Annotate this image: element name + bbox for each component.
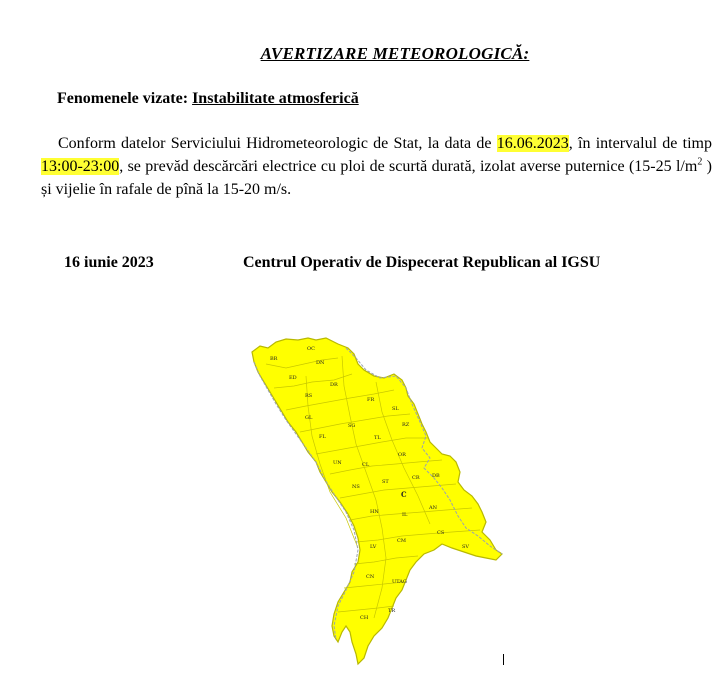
warning-title: AVERTIZARE METEOROLOGICĂ: bbox=[260, 44, 530, 63]
region-label-gl: GL bbox=[305, 415, 313, 421]
region-label-tr: TR bbox=[388, 608, 396, 614]
region-label-dn: DN bbox=[316, 360, 325, 366]
region-label-utag: UTAG bbox=[392, 579, 407, 585]
region-label-db: DB bbox=[432, 473, 440, 479]
region-label-sl: SL bbox=[392, 406, 399, 412]
region-label-cr: CR bbox=[412, 475, 420, 481]
region-label-un: UN bbox=[333, 460, 342, 466]
paragraph-part4: ) și vijelie în rafale de pînă la 15-20 m/s. bbox=[41, 158, 712, 198]
text-cursor bbox=[503, 654, 504, 665]
region-label-fr: FR bbox=[367, 397, 375, 403]
forecast-date: 16.06.2023 bbox=[496, 135, 569, 152]
region-label-rs: RS bbox=[305, 393, 313, 399]
moldova-warning-map bbox=[246, 336, 508, 666]
paragraph-part2: , în intervalul de timp bbox=[568, 135, 712, 152]
region-label-st: ST bbox=[382, 479, 389, 485]
superscript-two: 2 bbox=[697, 156, 703, 168]
region-label-sg: SG bbox=[348, 423, 356, 429]
region-label-sv: SV bbox=[462, 544, 470, 550]
region-label-cs: CS bbox=[437, 530, 445, 536]
phenomena-value: Instabilitate atmosferică bbox=[192, 90, 359, 107]
forecast-paragraph bbox=[41, 132, 712, 201]
region-label-br: BR bbox=[270, 356, 278, 362]
map-svg bbox=[246, 336, 508, 666]
region-label-cn: CN bbox=[366, 574, 375, 580]
region-label-cm: CM bbox=[397, 538, 406, 544]
region-label-cl: CL bbox=[362, 462, 370, 468]
region-label-hn: HN bbox=[370, 509, 379, 515]
region-label-tl: TL bbox=[374, 435, 381, 441]
region-label-c: C bbox=[401, 490, 407, 499]
region-label-rz: RZ bbox=[402, 422, 410, 428]
region-label-dr: DR bbox=[330, 382, 338, 388]
phenomena-label: Fenomenele vizate: bbox=[57, 90, 189, 107]
footer-date: 16 iunie 2023 bbox=[64, 254, 154, 271]
paragraph-part3: , se prevăd descărcări electrice cu ploi de scurtă durată, izolat averse puternice (15-25 l/m bbox=[119, 158, 698, 175]
region-label-an: AN bbox=[429, 505, 437, 511]
region-label-oc: OC bbox=[307, 346, 315, 352]
footer-organization: Centrul Operativ de Dispecerat Republican al IGSU bbox=[243, 254, 601, 271]
region-label-ch: CH bbox=[360, 615, 369, 621]
region-label-il: IL bbox=[402, 512, 408, 518]
region-label-lv: LV bbox=[370, 544, 377, 550]
region-label-fl: FL bbox=[319, 434, 326, 440]
region-label-ed: ED bbox=[289, 375, 297, 381]
forecast-interval: 13:00-23:00 bbox=[41, 158, 120, 175]
paragraph-part1: Conform datelor Serviciului Hidrometeorologic de Stat, la data de bbox=[58, 135, 497, 152]
phenomena-line bbox=[57, 90, 359, 108]
region-label-ns: NS bbox=[352, 484, 360, 490]
region-label-or: OR bbox=[398, 452, 406, 458]
